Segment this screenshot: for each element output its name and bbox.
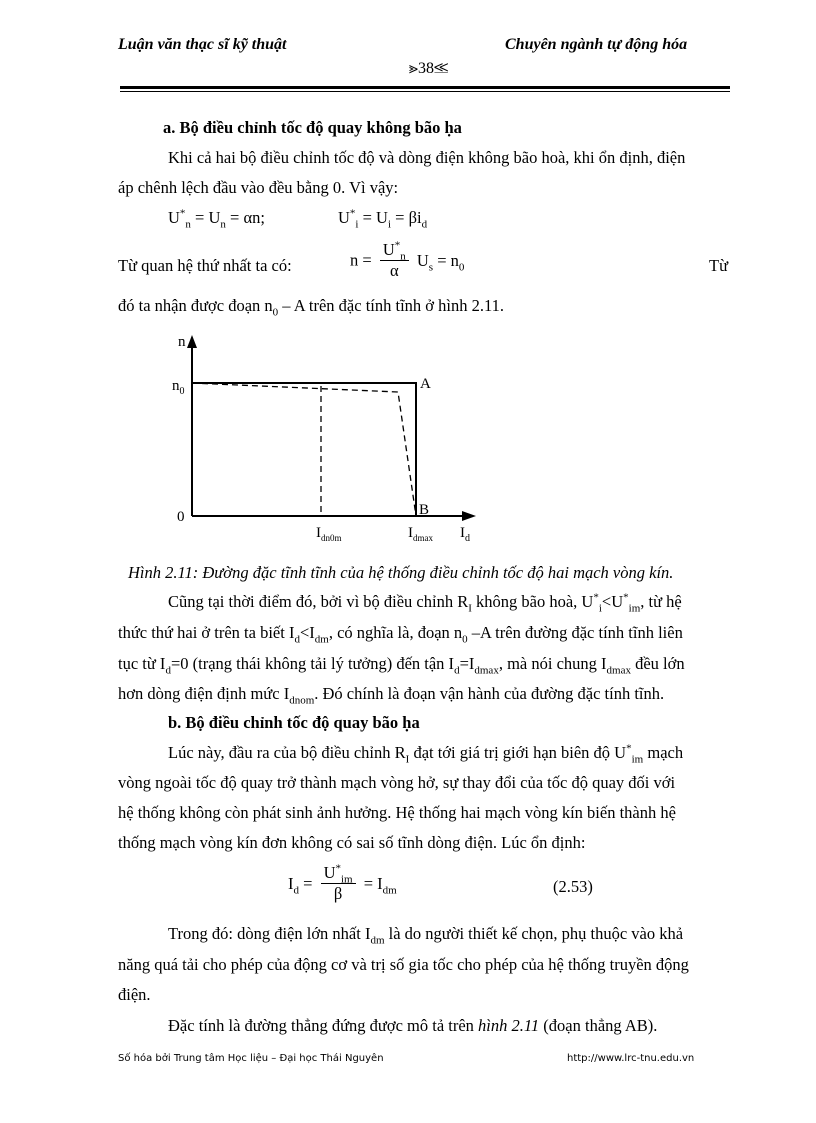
x-axis-arrow — [462, 511, 476, 521]
section-b-heading: b. Bộ điều chỉnh tốc độ quay bão ḥa — [168, 713, 420, 732]
characteristic-dashed — [192, 383, 416, 516]
idn0m-label: $I_{dn0m}$ — [316, 525, 342, 543]
origin-label: 0 — [177, 509, 185, 525]
figure-2-11 — [170, 330, 510, 545]
footer-left: Số hóa bởi Trung tâm Học liệu – Đại học Thái Nguyên — [118, 1053, 384, 1064]
point-a-label: A — [420, 376, 431, 392]
equation-number: (2.53) — [553, 877, 593, 896]
y-axis-label: n — [178, 334, 186, 350]
section-b-p2-line-3: điện. — [118, 985, 151, 1004]
page-number — [409, 60, 448, 78]
id-axis-label: $I_d$ — [460, 525, 470, 544]
paragraph-1-line-1: Khi cả hai bộ điều chỉnh tốc độ và dòng điện không bão hoà, khi ổn định, điện — [168, 148, 686, 167]
paragraph-3-line-4: hơn dòng điện định mức $I_{dnom}$. Đó chính là đoạn vận hành của đường đặc tính tĩnh. — [118, 684, 665, 707]
equation-speed: $U^*_n = U_n = \alpha n$; — [168, 207, 265, 231]
section-b-p2-line-1: Trong đó: dòng điện lớn nhất $I_{dm}$ là do người thiết kế chọn, phụ thuộc vào khả — [168, 924, 684, 947]
section-b-line-4: thống mạch vòng kín đơn không có sai số tĩnh dòng điện. Lúc ổn định: — [118, 833, 586, 852]
section-b-p2-line-2: năng quá tải cho phép của động cơ và trị số gia tốc cho phép của hệ thống truyền động — [118, 955, 689, 974]
equation-n: n = $\frac{U^*_n}{\alpha}$ $U_s = n_0$ — [350, 239, 465, 280]
paragraph-3-line-2: thức thứ hai ở trên ta biết $I_d<I_{dm}$, có nghĩa là, đoạn $n_0$ –A trên đường đặc tính tĩnh liên — [118, 623, 683, 646]
section-b-line-3: hệ thống không còn phát sinh ảnh hưởng. Hệ thống hai mạch vòng kín biến thành hệ — [118, 803, 676, 822]
paragraph-3-line-3: tục từ $I_d=0$ (trạng thái không tải lý tưởng) đến tận $I_d=I_{dmax}$, mà nói chung $I_{dmax}$ đều lớn — [118, 654, 685, 677]
point-b-label: B — [419, 502, 430, 518]
section-a-heading: a. Bộ điều chỉnh tốc độ quay không bão ḥa — [163, 118, 462, 137]
header-left: Luận văn thạc sĩ kỹ thuật — [118, 36, 287, 53]
page-left-marker: ⪢ — [409, 60, 419, 77]
line-from-right: Từ — [709, 256, 729, 275]
equation-2-53: $I_d$ = $\frac{U^*_{im}}{\beta}$ = $I_{dm}$ — [288, 862, 397, 903]
idmax-label: $I_{dmax}$ — [408, 525, 433, 543]
paragraph-3-line-1: Cũng tại thời điểm đó, bởi vì bộ điều chỉnh $R_I$ không bão hoà, $U^*_i<U^*_{im}$, từ hệ — [168, 591, 682, 615]
header-rule-thick — [120, 86, 730, 89]
equation-current: $U^*_i = U_i = \beta i_d$ — [338, 207, 428, 231]
figure-caption: Hình 2.11: Đường đặc tĩnh tĩnh của hệ thống điều chỉnh tốc độ hai mạch vòng kín. — [128, 563, 674, 582]
header-right: Chuyên ngành tự động hóa — [505, 36, 688, 53]
header-rule-thin — [120, 91, 730, 92]
paragraph-2: đó ta nhận được đoạn $n_0$ – A trên đặc tính tĩnh ở hình 2.11. — [118, 296, 504, 319]
section-b-p3: Đặc tính là đường thẳng đứng được mô tả trên hình 2.11 (đoạn thẳng AB). — [168, 1016, 658, 1035]
page-number-value: 38 — [418, 60, 435, 77]
section-b-line-1: Lúc này, đầu ra của bộ điều chỉnh $R_I$ đạt tới giá trị giới hạn biên độ $U^*_{im}$ mạch — [168, 742, 684, 766]
n0-label: $n_0$ — [172, 378, 185, 397]
page-right-marker: ⪣ — [434, 60, 449, 77]
y-axis-arrow — [187, 335, 197, 348]
line-from-relation: Từ quan hệ thứ nhất ta có: — [118, 256, 292, 275]
paragraph-1-line-2: áp chênh lệch đầu vào đều bằng 0. Vì vậy: — [118, 178, 399, 197]
characteristic-solid — [192, 383, 416, 516]
footer-link[interactable]: http://www.lrc-tnu.edu.vn — [567, 1053, 695, 1064]
section-b-line-2: vòng ngoài tốc độ quay trở thành mạch vòng hở, sự thay đổi của tốc độ quay đối với — [118, 773, 676, 792]
